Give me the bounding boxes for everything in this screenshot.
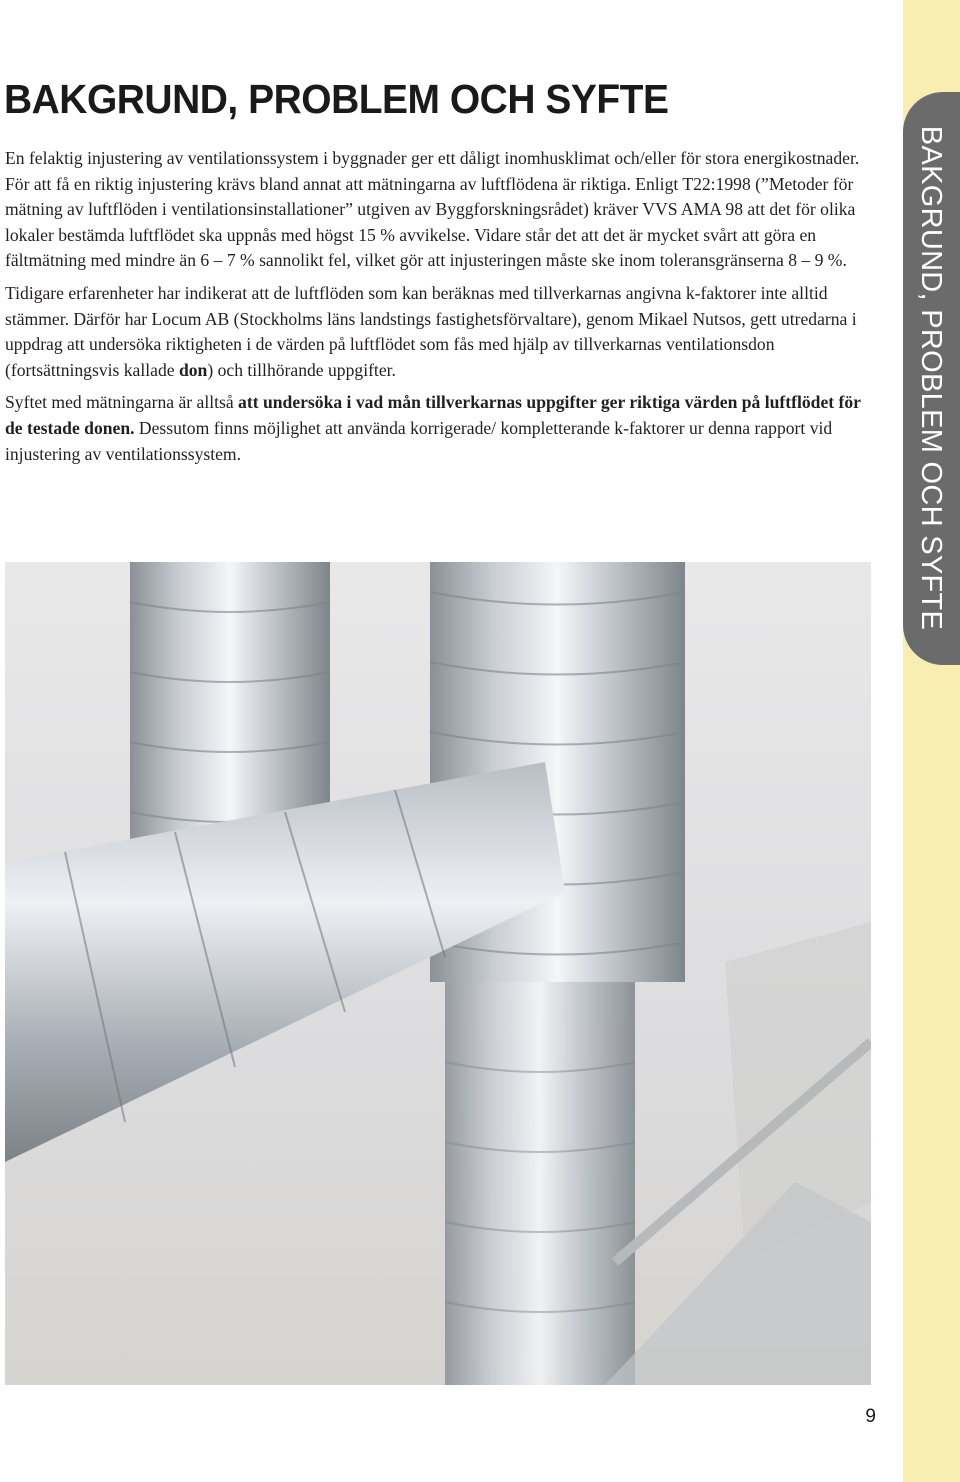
paragraph-intro (5, 146, 873, 274)
body-text (5, 146, 873, 474)
paragraph-intro-text: En felaktig injustering av ventilationssystem i byggnader ger ett dåligt inomhusklimat och/eller för stora energikostnader. För att få en riktig injustering krävs bland annat att mätningarna av luftflödena är riktiga. Enligt T22:1998 (”Metoder för mätning av luftflöden i ventilationsinstallationer” utgiven av Byggforskningsrådet) kräver VVS AMA 98 att det för olika lokaler bestämda luftflödet ska uppnås med högst 15 % avvikelse. Vidare står det att det är mycket svårt att göra en fältmätning med mindre än 6 – 7 % sannolikt fel, vilket gör att injusteringen måste ske inom toleransgränserna 8 – 9 %. (5, 148, 860, 271)
paragraph-background-text-1: Tidigare erfarenheter har indikerat att de luftflöden som kan beräknas med tillverkarnas angivna k-faktorer inte alltid stämmer. Därför har Locum AB (Stockholms läns landstings fastighetsförvaltare), genom Mikael Nutsos, gett utredarna i uppdrag att undersöka riktigheten i de värden på luftflödet som fås med hjälp av tillverkarnas ventilationsdon (fortsättningsvis kallade (5, 282, 857, 380)
paragraph-purpose-bold: att undersöka i vad mån tillverkarnas uppgifter ger riktiga värden på luftflödet för de testade donen. (5, 392, 861, 438)
page-number: 9 (865, 1406, 876, 1427)
lower-vertical-duct (445, 982, 635, 1385)
chapter-tab-label: BAKGRUND, PROBLEM OCH SYFTE (915, 125, 947, 631)
paragraph-background (5, 281, 873, 383)
paragraph-background-text-2: ) och tillhörande uppgifter. (207, 359, 396, 380)
paragraph-purpose-text-2: Dessutom finns möjlighet att använda korrigerade/ kompletterande k-faktorer ur denna rapport vid injustering av ventilationssystem. (5, 417, 833, 464)
paragraph-purpose-text-1: Syftet med mätningarna är alltså (5, 392, 239, 413)
paragraph-purpose (5, 390, 873, 467)
page-title: BAKGRUND, PROBLEM OCH SYFTE (4, 76, 669, 122)
paragraph-background-bold: don (178, 359, 208, 380)
ventilation-ducts-illustration (5, 562, 871, 1385)
ventilation-ducts-photo (5, 562, 871, 1385)
